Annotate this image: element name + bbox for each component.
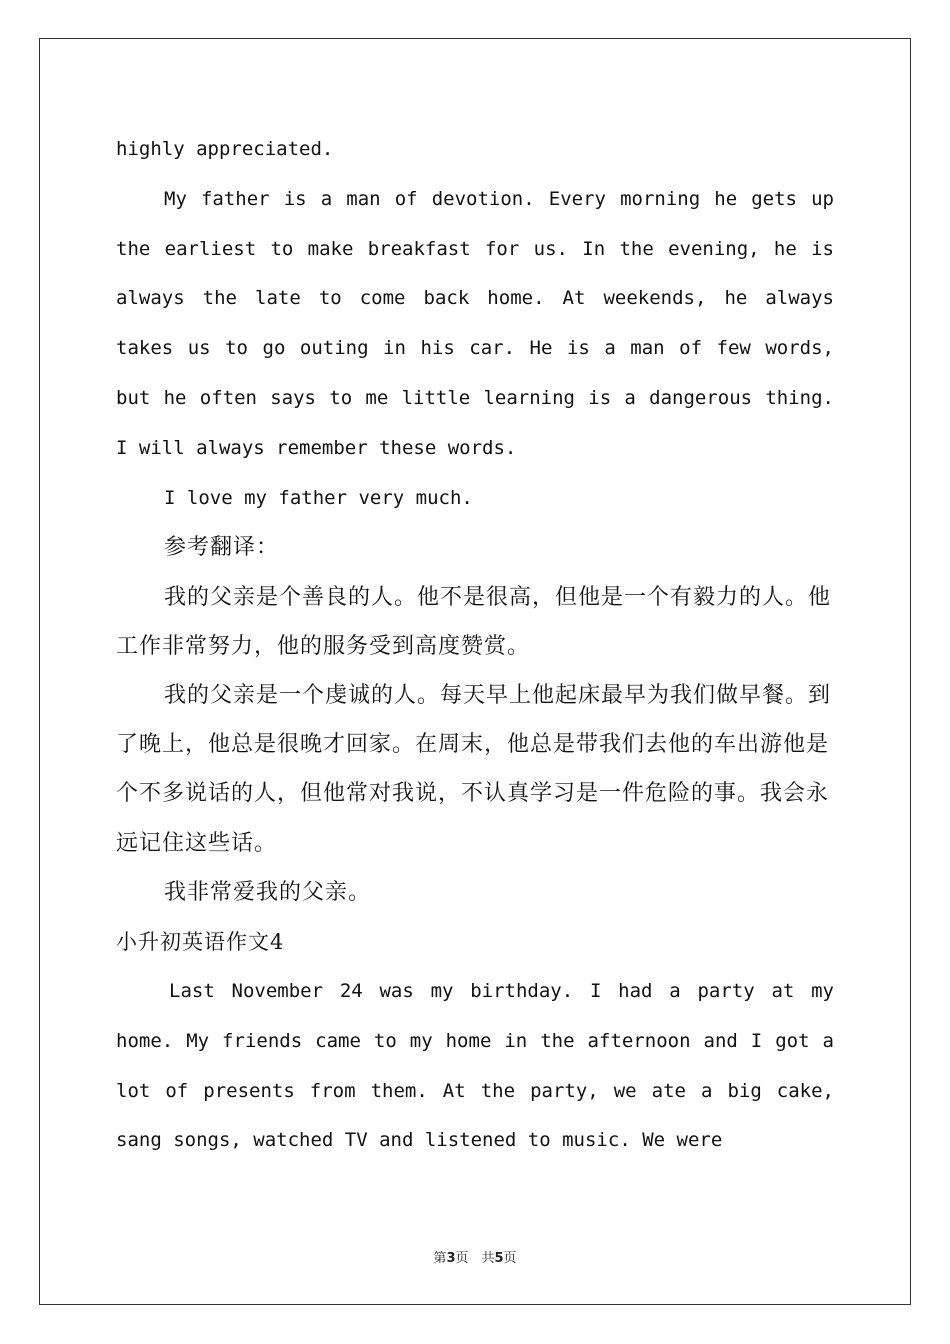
footer-mid: 页 共	[455, 1251, 495, 1266]
essay-heading: 小升初英语作文4	[116, 930, 285, 954]
translation-paragraph-1: 我的父亲是个善良的人。他不是很高，但他是一个有毅力的人。他工作非常努力，他的服务受到高度赞赏。	[116, 584, 832, 659]
page-footer	[0, 1247, 950, 1266]
paragraph-continuation: highly appreciated.	[116, 138, 334, 160]
footer-suffix: 页	[503, 1251, 517, 1266]
paragraph-birthday: Last November 24 was my birthday. I had a party at my home. My friends came to my home in the afternoon and I got a lot of presents from them. At the party, we ate a big cake, sang songs, watched TV and listened to music. We were	[116, 980, 834, 1152]
footer-total-pages: 5	[494, 1251, 504, 1266]
translation-label: 参考翻译：	[164, 535, 280, 561]
footer-prefix: 第	[433, 1251, 447, 1266]
document-body	[116, 125, 834, 1166]
footer-page-number: 3	[446, 1251, 456, 1266]
paragraph-love-father: I love my father very much.	[164, 486, 473, 509]
translation-paragraph-2: 我的父亲是一个虔诚的人。每天早上他起床最早为我们做早餐。到了晚上，他总是很晚才回家。在周末，他总是带我们去他的车出游他是个不多说话的人，但他常对我说，不认真学习是一件危险的事。我会永远记住这些话。	[116, 682, 832, 856]
translation-paragraph-3: 我非常爱我的父亲。	[164, 879, 372, 905]
paragraph-father-devotion: My father is a man of devotion. Every morning he gets up the earliest to make breakfast for us. In the evening, he is always the late to come back home. At weekends, he always takes us to go outing in his car. He is a man of few words, but he often says to me little learning is a dangerous thing. I will always remember these words.	[116, 187, 834, 459]
